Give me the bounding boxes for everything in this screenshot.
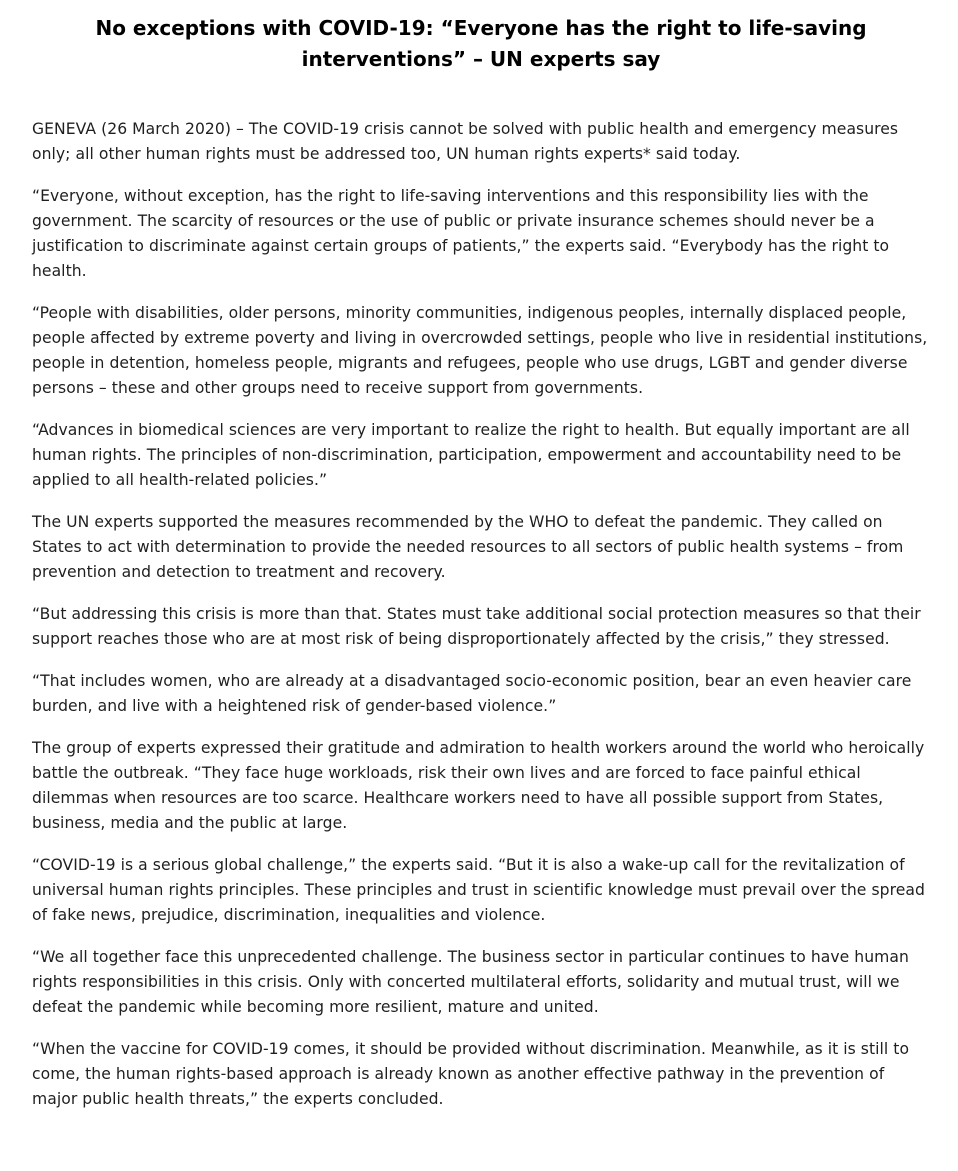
paragraph-8: The group of experts expressed their gratitude and admiration to health workers around the world who heroically battle the outbreak. “They face huge workloads, risk their own lives and are forced to face painful ethical dilemmas when resources are too scarce. Healthcare workers need to have all possible support from States, business, media and the public at large. [32,739,925,832]
article-body [32,117,930,1112]
paragraph-3: “People with disabilities, older persons, minority communities, indigenous peoples, internally displaced people, people affected by extreme poverty and living in overcrowded settings, people who live in residential institutions, people in detention, homeless people, migrants and refugees, people who use drugs, LGBT and gender diverse persons – these and other groups need to receive support from governments. [32,304,928,397]
paragraph-10: “We all together face this unprecedented challenge. The business sector in particular continues to have human rights responsibilities in this crisis. Only with concerted multilateral efforts, solidarity and mutual trust, will we defeat the pandemic while becoming more resilient, mature and united. [32,948,909,1016]
paragraph-11: “When the vaccine for COVID-19 comes, it should be provided without discrimination. Meanwhile, as it is still to come, the human rights-based approach is already known as another effective pathway in the prevention of major public health threats,” the experts concluded. [32,1040,910,1108]
article-title: No exceptions with COVID-19: “Everyone has the right to life-saving interventions” – UN experts say [95,16,867,71]
paragraph-6: “But addressing this crisis is more than that. States must take additional social protection measures so that their support reaches those who are at most risk of being disproportionately affected by the crisis,” they stressed. [32,605,921,648]
paragraph-2: “Everyone, without exception, has the right to life-saving interventions and this responsibility lies with the government. The scarcity of resources or the use of public or private insurance schemes should never be a justification to discriminate against certain groups of patients,” the experts said. “Everybody has the right to health. [32,187,890,280]
paragraph-4: “Advances in biomedical sciences are very important to realize the right to health. But equally important are all human rights. The principles of non-discrimination, participation, empowerment and accountability need to be applied to all health-related policies.” [32,421,910,489]
paragraph-7: “That includes women, who are already at a disadvantaged socio-economic position, bear an even heavier care burden, and live with a heightened risk of gender-based violence.” [32,672,912,715]
paragraph-1: GENEVA (26 March 2020) – The COVID-19 crisis cannot be solved with public health and emergency measures only; all other human rights must be addressed too, UN human rights experts* said today. [32,120,899,163]
paragraph-5: The UN experts supported the measures recommended by the WHO to defeat the pandemic. They called on States to act with determination to provide the needed resources to all sectors of public health systems – from prevention and detection to treatment and recovery. [32,513,904,581]
paragraph-9: “COVID-19 is a serious global challenge,” the experts said. “But it is also a wake-up call for the revitalization of universal human rights principles. These principles and trust in scientific knowledge must prevail over the spread of fake news, prejudice, discrimination, inequalities and violence. [32,856,925,924]
